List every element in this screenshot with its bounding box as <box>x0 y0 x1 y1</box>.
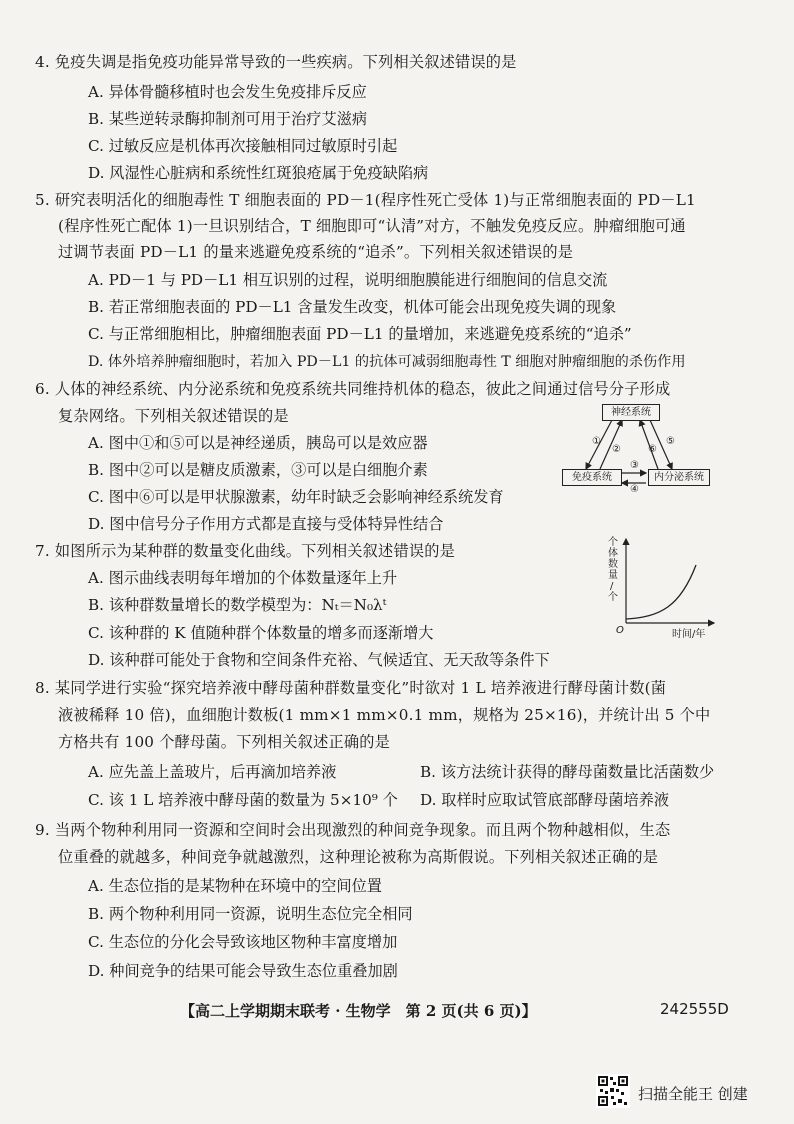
q9-stem-line-1: 9. 当两个物种利用同一资源和空间时会出现激烈的种间竞争现象。而且两个物种越相似，生态 <box>35 821 671 839</box>
diagram-label-4: ④ <box>630 484 639 495</box>
q8-option-c: C. 该 1 L 培养液中酵母菌的数量为 5×10⁹ 个 <box>88 791 398 809</box>
qr-code-graphic <box>596 1074 630 1108</box>
diagram-label-3: ③ <box>630 460 639 471</box>
j-curve <box>626 565 696 619</box>
diagram-label-6: ⑥ <box>648 444 657 455</box>
page-footer: 【高二上学期期末联考 · 生物学 第 2 页(共 6 页)】 <box>180 1002 537 1020</box>
q8-stem-line-3: 方格共有 100 个酵母菌。下列相关叙述正确的是 <box>58 733 391 751</box>
q5-option-b: B. 若正常细胞表面的 PD－L1 含量发生改变，机体可能会出现免疫失调的现象 <box>88 298 617 316</box>
graph-ylabel-1: 个 <box>608 537 618 548</box>
exam-code: 242555D <box>660 1000 729 1018</box>
graph-ylabel-4: 量 <box>608 570 618 581</box>
q8-option-d: D. 取样时应取试管底部酵母菌培养液 <box>420 791 670 809</box>
q7-option-b: B. 该种群数量增长的数学模型为：Nₜ＝N₀λᵗ <box>88 596 387 614</box>
q7-option-a: A. 图示曲线表明每年增加的个体数量逐年上升 <box>88 569 398 587</box>
graph-ylabel-6: 个 <box>608 592 618 603</box>
q6-option-b: B. 图中②可以是糖皮质激素，③可以是白细胞介素 <box>88 461 428 479</box>
qr-code-icon <box>596 1074 630 1108</box>
q5-option-a: A. PD－1 与 PD－L1 相互识别的过程，说明细胞膜能进行细胞间的信息交流 <box>88 271 608 289</box>
graph-xlabel: 时间/年 <box>672 629 706 640</box>
q4-option-d: D. 风湿性心脏病和系统性红斑狼疮属于免疫缺陷病 <box>88 164 429 182</box>
q5-option-d: D. 体外培养肿瘤细胞时，若加入 PD－L1 的抗体可减弱细胞毒性 T 细胞对肿瘤细胞的杀伤作用 <box>88 354 686 370</box>
q8-option-b: B. 该方法统计获得的酵母菌数量比活菌数少 <box>420 763 715 781</box>
q8-option-a: A. 应先盖上盖玻片，后再滴加培养液 <box>88 763 337 781</box>
q9-option-a: A. 生态位指的是某物种在环境中的空间位置 <box>88 877 382 895</box>
q9-option-d: D. 种间竞争的结果可能会导致生态位重叠加剧 <box>88 962 398 980</box>
immune-system-box: 免疫系统 <box>562 469 622 486</box>
q6-option-a: A. 图中①和⑤可以是神经递质，胰岛可以是效应器 <box>88 434 428 452</box>
diagram-label-5: ⑤ <box>666 436 675 447</box>
nervous-system-box: 神经系统 <box>602 404 660 421</box>
graph-ylabel-3: 数 <box>608 559 618 570</box>
q6-option-d: D. 图中信号分子作用方式都是直接与受体特异性结合 <box>88 515 444 533</box>
q4-option-c: C. 过敏反应是机体再次接触相同过敏原时引起 <box>88 137 398 155</box>
q9-option-c: C. 生态位的分化会导致该地区物种丰富度增加 <box>88 933 398 951</box>
q5-stem-line-3: 过调节表面 PD－L1 的量来逃避免疫系统的“追杀”。下列相关叙述错误的是 <box>58 243 574 261</box>
q9-option-b: B. 两个物种利用同一资源，说明生态位完全相同 <box>88 905 413 923</box>
q7-stem: 7. 如图所示为某种群的数量变化曲线。下列相关叙述错误的是 <box>35 542 455 560</box>
q6-stem-line-2: 复杂网络。下列相关叙述错误的是 <box>58 407 289 425</box>
q8-stem-line-1: 8. 某同学进行实验“探究培养液中酵母菌种群数量变化”时欲对 1 L 培养液进行酵母菌计数(菌 <box>35 679 667 697</box>
q7-option-c: C. 该种群的 K 值随种群个体数量的增多而逐渐增大 <box>88 624 434 642</box>
q4-stem: 4. 免疫失调是指免疫功能异常导致的一些疾病。下列相关叙述错误的是 <box>35 53 517 71</box>
q4-option-b: B. 某些逆转录酶抑制剂可用于治疗艾滋病 <box>88 110 368 128</box>
q5-option-c: C. 与正常细胞相比，肿瘤细胞表面 PD－L1 的量增加，来逃避免疫系统的“追杀” <box>88 325 632 343</box>
q8-stem-line-2: 液被稀释 10 倍)，血细胞计数板(1 mm×1 mm×0.1 mm，规格为 25×16)，并统计出 5 个中 <box>58 706 711 724</box>
q6-diagram <box>560 400 710 495</box>
graph-ylabel-5: / <box>610 581 614 592</box>
q7-option-d: D. 该种群可能处于食物和空间条件充裕、气候适宜、无天敌等条件下 <box>88 651 550 669</box>
q5-stem-line-1: 5. 研究表明活化的细胞毒性 T 细胞表面的 PD－1(程序性死亡受体 1)与正常细胞表面的 PD－L1 <box>35 191 696 209</box>
diagram-label-2: ② <box>612 444 621 455</box>
q6-stem-line-1: 6. 人体的神经系统、内分泌系统和免疫系统共同维持机体的稳态，彼此之间通过信号分子形成 <box>35 380 671 398</box>
graph-ylabel-2: 体 <box>608 548 618 559</box>
q9-stem-line-2: 位重叠的就越多，种间竞争就越激烈，这种理论被称为高斯假说。下列相关叙述正确的是 <box>58 848 659 866</box>
graph-origin: O <box>616 625 624 636</box>
q6-option-c: C. 图中⑥可以是甲状腺激素，幼年时缺乏会影响神经系统发育 <box>88 488 504 506</box>
diagram-label-1: ① <box>592 436 601 447</box>
endocrine-system-box: 内分泌系统 <box>648 469 710 486</box>
q5-stem-line-2: (程序性死亡配体 1)一旦识别结合，T 细胞即可“认清”对方，不触发免疫反应。肿瘤细胞可通 <box>58 217 686 235</box>
q7-growth-graph <box>600 535 720 645</box>
q4-option-a: A. 异体骨髓移植时也会发生免疫排斥反应 <box>88 83 367 101</box>
scanner-watermark: 扫描全能王 创建 <box>638 1085 748 1103</box>
